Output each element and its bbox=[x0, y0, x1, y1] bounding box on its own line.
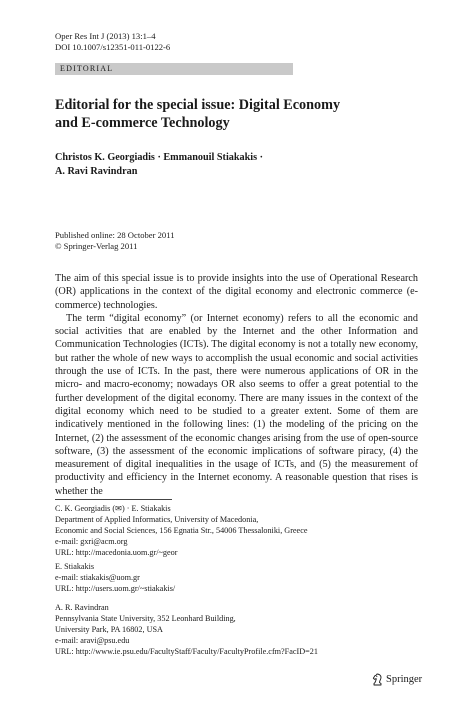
affiliation-url: URL: http://macedonia.uom.gr/~geor bbox=[55, 547, 178, 557]
title-line-1: Editorial for the special issue: Digital Economy bbox=[55, 97, 341, 113]
publication-info bbox=[55, 230, 175, 252]
section-band bbox=[55, 63, 293, 75]
section-label: EDITORIAL bbox=[60, 64, 114, 73]
published-date: Published online: 28 October 2011 bbox=[55, 230, 175, 240]
affiliation-line: A. R. Ravindran bbox=[55, 603, 109, 612]
affiliation-email: e-mail: stiakakis@uom.gr bbox=[55, 572, 140, 582]
article-title bbox=[55, 96, 385, 132]
publisher-logo bbox=[372, 673, 422, 686]
affiliation-line: E. Stiakakis bbox=[55, 562, 95, 571]
affiliation-line: Economic and Social Sciences, 156 Egnatia Str., 54006 Thessaloniki, Greece bbox=[55, 525, 308, 535]
affiliation-line: University Park, PA 16802, USA bbox=[55, 624, 163, 634]
affiliation-block-1 bbox=[55, 504, 435, 559]
springer-chess-knight-icon bbox=[372, 673, 383, 686]
affiliation-url: URL: http://www.ie.psu.edu/FacultyStaff/Faculty/FacultyProfile.cfm?FacID=21 bbox=[55, 646, 318, 656]
affiliation-email: e-mail: gxri@acm.org bbox=[55, 536, 128, 546]
affiliation-line: Department of Applied Informatics, University of Macedonia, bbox=[55, 514, 259, 524]
body-paragraph-2: The term “digital economy” (or Internet economy) refers to all the economic and social activities that are enabled by the Internet and the other Information and Communication Technologies (ICTs). The digital economy is not a totally new economy, but rather the whole of new ways to accomplish the usual economic and social activities through the use of ICTs. In the past, there were numerous applications of OR in the micro- and macro-economy; nowadays OR also seems to offer a great potential to the further development of the digital economy. There are many issues in the context of the digital economy which need to be studied to a greater extent. Some of them are indicatively mentioned in the following lines: (1) the modeling of the pricing on the Internet, (2) the assessment of the economic changes arising from the use of open-source software, (3) the assessment of the economic implications of software piracy, (4) the measurement of digital inequalities in the usage of ICTs, and (5) the measurement of productivity and efficiency in the Internet economy. A reasonable question that rises is whether the bbox=[55, 312, 418, 497]
affiliation-email: e-mail: aravi@psu.edu bbox=[55, 635, 130, 645]
affiliation-block-2 bbox=[55, 562, 435, 595]
publisher-name: Springer bbox=[386, 673, 423, 685]
authors-line-2: A. Ravi Ravindran bbox=[55, 166, 138, 177]
body-paragraph-1: The aim of this special issue is to provide insights into the use of Operational Research (OR) applications in the context of the digital economy and electronic commerce (e-commerce) technologies. bbox=[55, 273, 418, 311]
journal-citation: Oper Res Int J (2013) 13:1–4 bbox=[55, 31, 156, 41]
article-body bbox=[55, 272, 418, 498]
affiliation-line: Pennsylvania State University, 352 Leonhard Building, bbox=[55, 613, 236, 623]
copyright-notice: © Springer-Verlag 2011 bbox=[55, 241, 138, 251]
affiliation-url: URL: http://users.uom.gr/~stiakakis/ bbox=[55, 583, 176, 593]
journal-doi: DOI 10.1007/s12351-011-0122-6 bbox=[55, 42, 171, 52]
authors-line-1: Christos K. Georgiadis · Emmanouil Stiakakis · bbox=[55, 152, 264, 163]
affiliation-line: C. K. Georgiadis (✉) · E. Stiakakis bbox=[55, 504, 171, 513]
footnote-rule bbox=[55, 499, 172, 500]
journal-header bbox=[55, 31, 170, 53]
title-line-2: and E-commerce Technology bbox=[55, 115, 230, 131]
author-list bbox=[55, 151, 385, 179]
affiliation-block-3 bbox=[55, 603, 435, 658]
